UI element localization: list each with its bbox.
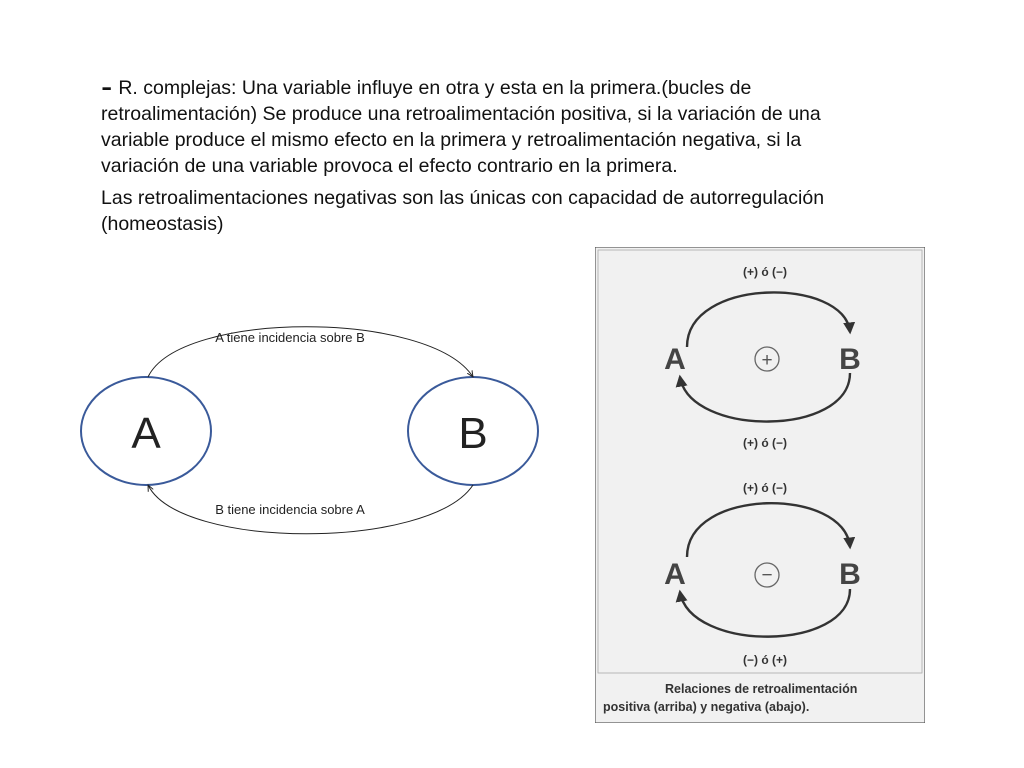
paragraph-homeostasis xyxy=(101,185,981,237)
paragraph-complex-relations xyxy=(101,68,981,179)
explanation-text xyxy=(101,68,981,237)
top-loop-node-b: B xyxy=(839,343,861,376)
bottom-arrow-label: B tiene incidencia sobre A xyxy=(215,502,365,517)
bottom-loop-top-label: (+) ó (−) xyxy=(743,481,787,495)
line-1: - R. complejas: Una variable influye en otra y esta en la primera.(bucles de xyxy=(101,68,752,106)
positive-sign: + xyxy=(761,350,773,371)
bottom-loop-bottom-label: (−) ó (+) xyxy=(743,653,787,667)
feedback-figure-scan xyxy=(595,247,925,723)
line-5: Las retroalimentaciones negativas son las únicas con capacidad de autorregulación xyxy=(101,187,825,209)
top-arrow-label: A tiene incidencia sobre B xyxy=(215,330,365,345)
node-b-label: B xyxy=(458,409,488,458)
bullet-dash: - xyxy=(101,68,113,106)
feedback-diagram-ab xyxy=(70,300,550,560)
top-loop-top-label: (+) ó (−) xyxy=(743,265,787,279)
top-loop-bottom-label: (+) ó (−) xyxy=(743,436,787,450)
node-a-label: A xyxy=(131,409,161,458)
figure-caption-line2: positiva (arriba) y negativa (abajo). xyxy=(603,700,810,714)
negative-sign: − xyxy=(761,565,773,586)
line-2: retroalimentación) Se produce una retroalimentación positiva, si la variación de una xyxy=(101,103,821,125)
line-4: variación de una variable provoca el efecto contrario en la primera. xyxy=(101,155,678,177)
bottom-loop-node-b: B xyxy=(839,558,861,591)
line-3: variable produce el mismo efecto en la primera y retroalimentación negativa, si la xyxy=(101,129,802,151)
figure-caption-line1: Relaciones de retroalimentación xyxy=(665,682,858,696)
line-6: (homeostasis) xyxy=(101,213,224,235)
top-loop-node-a: A xyxy=(664,343,686,376)
bottom-loop-node-a: A xyxy=(664,558,686,591)
